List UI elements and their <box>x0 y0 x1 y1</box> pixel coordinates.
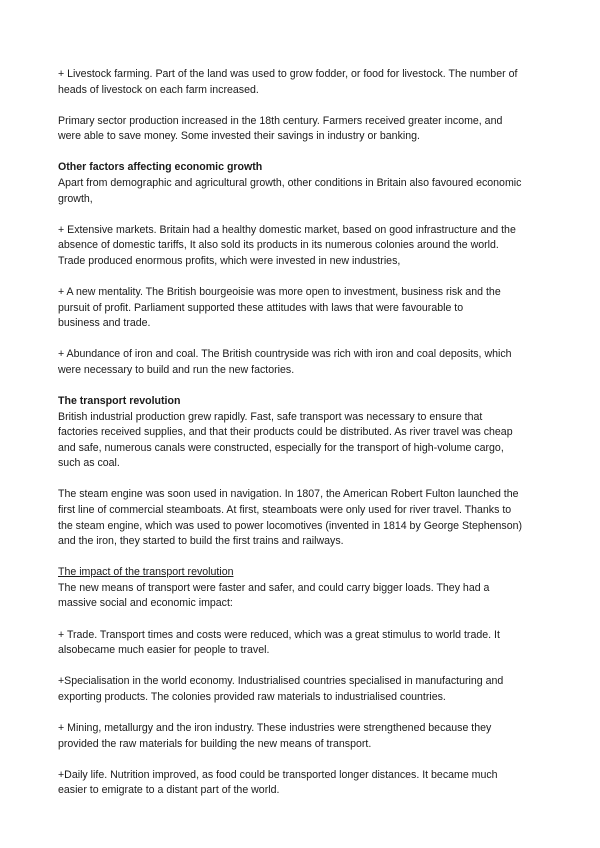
text-line: and the iron, they started to build the first trains and railways. <box>58 535 344 548</box>
paragraph-new-mentality <box>58 285 546 332</box>
paragraph-industrial-production <box>58 410 546 472</box>
paragraph-specialisation <box>58 674 546 705</box>
text-line: exporting products. The colonies provided raw materials to industrialised countries. <box>58 690 446 703</box>
text-line: Trade produced enormous profits, which were invested in new industries, <box>58 254 401 267</box>
document-body <box>58 67 546 799</box>
text-line: Apart from demographic and agricultural growth, other conditions in Britain also favoured economic <box>58 176 522 189</box>
section-heading-transport-revolution: The transport revolution <box>58 394 181 407</box>
text-line: were necessary to build and run the new factories. <box>58 363 295 376</box>
text-line: pursuit of profit. Parliament supported these attitudes with laws that were favourable to <box>58 301 464 314</box>
paragraph-daily-life <box>58 768 546 799</box>
paragraph-livestock-farming <box>58 67 546 98</box>
text-line: + Livestock farming. Part of the land was used to grow fodder, or food for livestock. The number of <box>58 68 518 80</box>
text-line: and safe, numerous canals were constructed, especially for the transport of high-volume cargo, <box>58 441 504 454</box>
text-line: absence of domestic tariffs, It also sold its products in its numerous colonies around the world. <box>58 239 499 252</box>
text-line: + Mining, metallurgy and the iron industry. These industries were strengthened because they <box>58 721 492 734</box>
text-line: alsobecame much easier for people to travel. <box>58 644 270 657</box>
paragraph-iron-and-coal <box>58 347 546 378</box>
paragraph-other-factors-intro <box>58 176 546 207</box>
text-line: The new means of transport were faster and safer, and could carry bigger loads. They had a <box>58 581 490 594</box>
text-line: + Abundance of iron and coal. The British countryside was rich with iron and coal deposits, which <box>58 348 512 361</box>
paragraph-new-means-of-transport <box>58 581 546 612</box>
paragraph-primary-sector <box>58 114 546 145</box>
text-line: massive social and economic impact: <box>58 597 233 610</box>
text-line: heads of livestock on each farm increased. <box>58 83 259 96</box>
text-line: +Specialisation in the world economy. Industrialised countries specialised in manufacturing and <box>58 675 504 688</box>
paragraph-trade <box>58 628 546 659</box>
text-line: + Extensive markets. Britain had a healthy domestic market, based on good infrastructure and the <box>58 223 516 236</box>
paragraph-steam-engine <box>58 487 546 549</box>
text-line: + A new mentality. The British bourgeoisie was more open to investment, business risk and the <box>58 285 501 298</box>
text-line: easier to emigrate to a distant part of the world. <box>58 784 280 797</box>
text-line: were able to save money. Some invested their savings in industry or banking. <box>58 130 420 143</box>
paragraph-extensive-markets <box>58 223 546 270</box>
text-line: + Trade. Transport times and costs were reduced, which was a great stimulus to world trade. It <box>58 628 500 641</box>
text-line: Primary sector production increased in the 18th century. Farmers received greater income, and <box>58 114 503 127</box>
text-line: business and trade. <box>58 317 151 330</box>
text-line: factories received supplies, and that their products could be distributed. As river travel was cheap <box>58 426 513 439</box>
text-line: +Daily life. Nutrition improved, as food could be transported longer distances. It became much <box>58 768 498 781</box>
text-line: the steam engine, which was used to power locomotives (invented in 1814 by George Stephenson) <box>58 519 523 532</box>
text-line: growth, <box>58 192 93 205</box>
text-line: British industrial production grew rapidly. Fast, safe transport was necessary to ensure that <box>58 410 483 423</box>
text-line: The steam engine was soon used in navigation. In 1807, the American Robert Fulton launched the <box>58 488 519 501</box>
text-line: such as coal. <box>58 457 120 470</box>
subsection-heading-transport-impact: The impact of the transport revolution <box>58 566 234 579</box>
text-line: provided the raw materials for building the new means of transport. <box>58 737 372 750</box>
text-line: first line of commercial steamboats. At first, steamboats were only used for river travel. Thanks to <box>58 503 512 516</box>
paragraph-mining-metallurgy <box>58 721 546 752</box>
section-heading-other-factors: Other factors affecting economic growth <box>58 161 263 174</box>
